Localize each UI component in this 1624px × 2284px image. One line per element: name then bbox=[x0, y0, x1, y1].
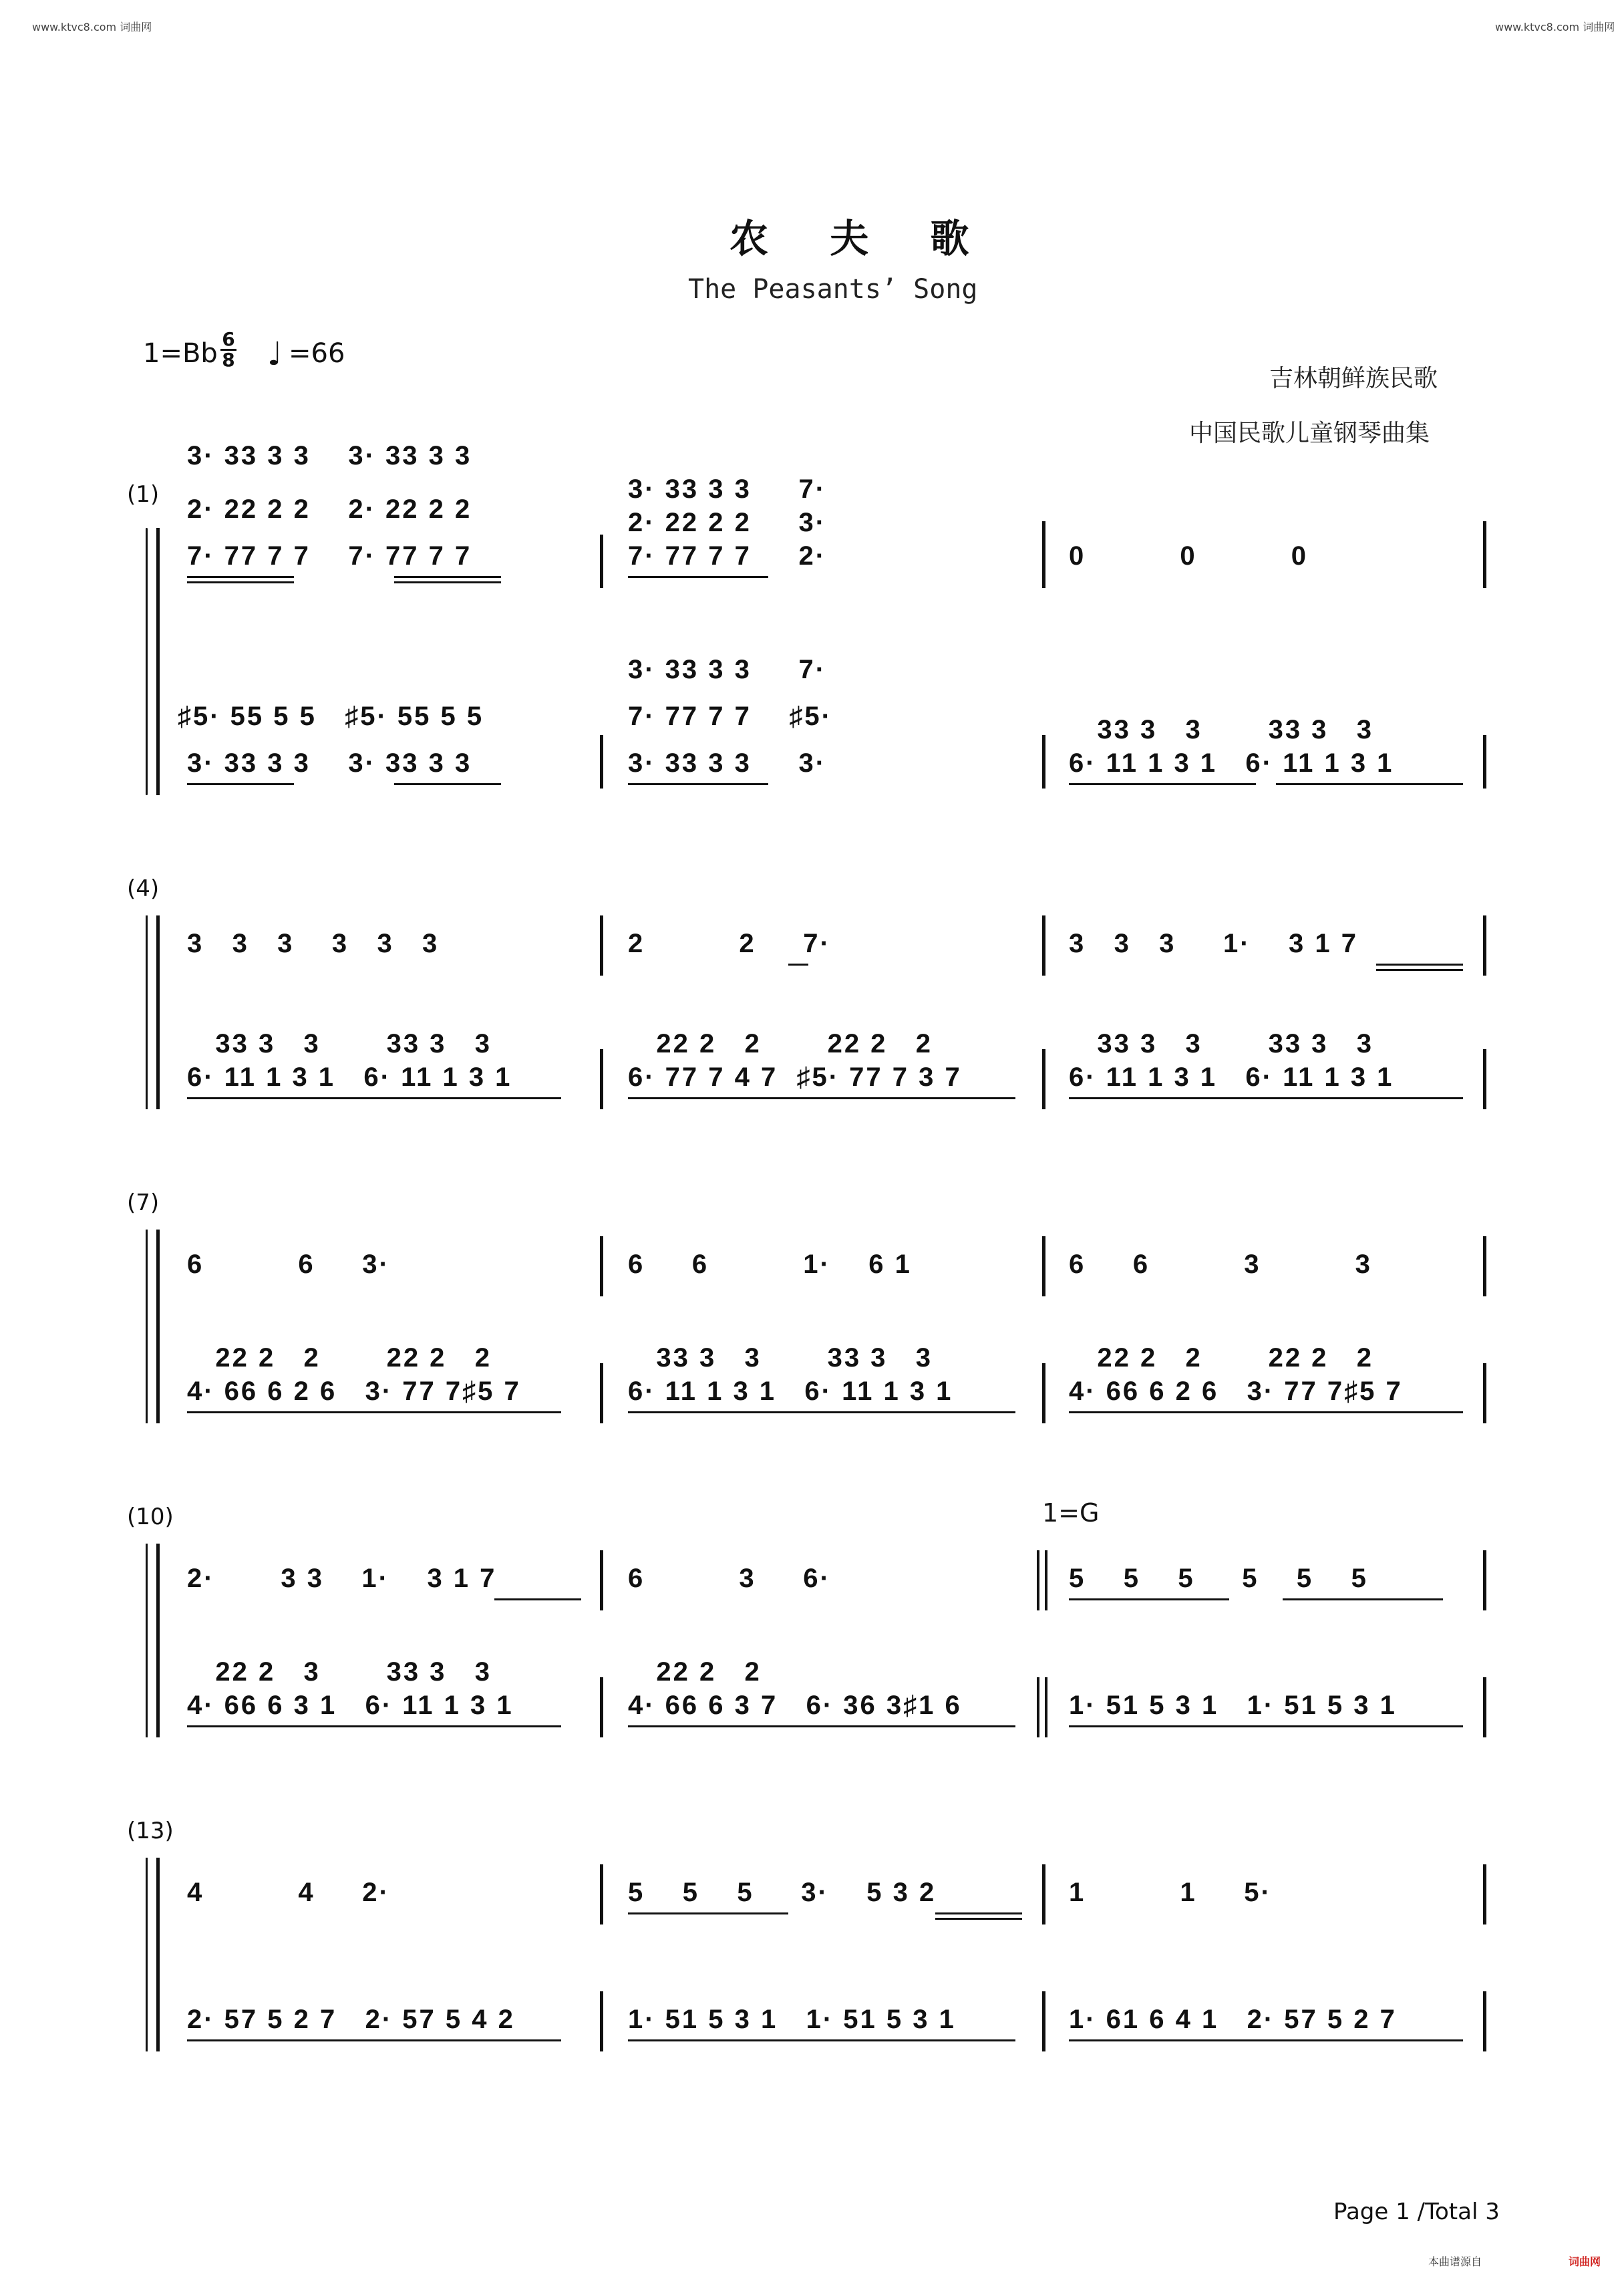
bot-m1-line-2: 4· 66 6 3 1 6· 11 1 3 1 bbox=[187, 1691, 514, 1720]
beam bbox=[394, 576, 501, 578]
top-m2-line-3: 7· 77 7 7 2· bbox=[628, 541, 827, 571]
measure-number: (13) bbox=[127, 1818, 174, 1844]
barline bbox=[1483, 1236, 1486, 1296]
bot-m3-line-1: 1· 61 6 4 1 2· 57 5 2 7 bbox=[1069, 2005, 1397, 2034]
barline bbox=[1042, 521, 1045, 588]
time-signature bbox=[220, 330, 236, 370]
beam bbox=[187, 1411, 561, 1413]
top-m2: 2 2 7· bbox=[628, 929, 831, 958]
barline bbox=[600, 1677, 603, 1737]
barline bbox=[600, 1550, 603, 1610]
beam bbox=[788, 964, 808, 966]
brace bbox=[146, 915, 148, 1109]
system-start-barline bbox=[156, 1230, 160, 1423]
beam bbox=[494, 1598, 581, 1600]
barline bbox=[1042, 1363, 1045, 1423]
tempo-note-icon: ♩ bbox=[267, 335, 283, 373]
beam bbox=[1069, 1725, 1463, 1727]
time-signature-top: 6 bbox=[222, 328, 235, 350]
top-m3: 3 3 3 1· 3 1 7 bbox=[1069, 929, 1358, 958]
tempo-marking: =66 bbox=[289, 338, 345, 369]
top-chord-line-3: 7· 77 7 7 7· 77 7 7 bbox=[187, 541, 472, 571]
system-start-barline bbox=[156, 915, 160, 1109]
top-m3-rests: 0 0 0 bbox=[1069, 541, 1309, 571]
beam bbox=[1276, 783, 1463, 785]
barline bbox=[1483, 1363, 1486, 1423]
barline bbox=[600, 735, 603, 789]
measure-number: (10) bbox=[127, 1504, 174, 1530]
system-start-barline bbox=[156, 1858, 160, 2051]
beam bbox=[1069, 1411, 1463, 1413]
beam bbox=[1069, 2039, 1463, 2041]
collection-credit: 中国民歌儿童钢琴曲集 bbox=[1189, 420, 1430, 447]
beam bbox=[187, 1725, 561, 1727]
barline bbox=[1483, 521, 1486, 588]
barline bbox=[600, 535, 603, 588]
header-site-right[interactable]: www.ktvc8.com 词曲网 bbox=[1495, 21, 1615, 33]
double-barline bbox=[1045, 1677, 1047, 1737]
double-barline bbox=[1037, 1677, 1039, 1737]
bot-m3-line-1: 33 3 3 33 3 3 bbox=[1069, 1029, 1374, 1058]
bot-m2-line-2: 7· 77 7 7 ♯5· bbox=[628, 702, 832, 731]
beam bbox=[935, 1912, 1022, 1914]
barline bbox=[600, 1991, 603, 2051]
system-1 bbox=[120, 428, 1496, 802]
bot-m3-line-1: 22 2 2 22 2 2 bbox=[1069, 1343, 1374, 1373]
footer-site-link[interactable]: 词曲网 bbox=[1569, 2255, 1601, 2268]
system-4 bbox=[120, 1497, 1496, 1764]
system-start-barline bbox=[156, 1544, 160, 1737]
top-m2: 5 5 5 3· 5 3 2 bbox=[628, 1878, 937, 1907]
bot-m1-line-1: 22 2 3 33 3 3 bbox=[187, 1657, 492, 1687]
bot-m2-line-1: 22 2 2 bbox=[628, 1657, 762, 1687]
system-5 bbox=[120, 1811, 1496, 2078]
bot-m2-line-1: 3· 33 3 3 7· bbox=[628, 655, 827, 684]
double-barline bbox=[1037, 1550, 1039, 1610]
bot-m2-line-1: 1· 51 5 3 1 1· 51 5 3 1 bbox=[628, 2005, 956, 2034]
top-m2-line-1: 3· 33 3 3 7· bbox=[628, 474, 827, 504]
barline bbox=[1042, 735, 1045, 789]
bot-m1-line-1: 2· 57 5 2 7 2· 57 5 4 2 bbox=[187, 2005, 515, 2034]
bot-m2-line-3: 3· 33 3 3 3· bbox=[628, 748, 827, 778]
song-title: 农 夫 歌 bbox=[729, 216, 993, 261]
top-chord-line-2: 2· 22 2 2 2· 22 2 2 bbox=[187, 494, 472, 524]
bot-m3-line-2: 6· 11 1 3 1 6· 11 1 3 1 bbox=[1069, 1062, 1394, 1092]
bot-m3-line-2: 4· 66 6 2 6 3· 77 7♯5 7 bbox=[1069, 1377, 1403, 1406]
beam bbox=[1376, 969, 1463, 971]
beam bbox=[628, 2039, 1015, 2041]
barline bbox=[1483, 1864, 1486, 1924]
top-m1: 2· 3 3 1· 3 1 7 bbox=[187, 1564, 497, 1593]
origin-credit: 吉林朝鲜族民歌 bbox=[1269, 365, 1438, 392]
beam bbox=[628, 1411, 1015, 1413]
bot-m1-line-2: 4· 66 6 2 6 3· 77 7♯5 7 bbox=[187, 1377, 521, 1406]
bot-m1-line-1: 33 3 3 33 3 3 bbox=[187, 1029, 492, 1058]
brace bbox=[146, 528, 148, 795]
top-m3: 5 5 5 5 5 5 bbox=[1069, 1564, 1368, 1593]
system-3 bbox=[120, 1183, 1496, 1450]
barline bbox=[1042, 1049, 1045, 1109]
bot-m2-line-1: 33 3 3 33 3 3 bbox=[628, 1343, 933, 1373]
top-m3: 6 6 3 3 bbox=[1069, 1250, 1372, 1279]
barline bbox=[600, 1236, 603, 1296]
barline bbox=[600, 1049, 603, 1109]
bot-m1-line-1: 22 2 2 22 2 2 bbox=[187, 1343, 492, 1373]
brace bbox=[146, 1858, 148, 2051]
top-m1: 4 4 2· bbox=[187, 1878, 390, 1907]
barline bbox=[1483, 1677, 1486, 1737]
top-m3: 1 1 5· bbox=[1069, 1878, 1272, 1907]
brace bbox=[146, 1230, 148, 1423]
top-m2: 6 6 1· 6 1 bbox=[628, 1250, 912, 1279]
barline bbox=[1483, 1049, 1486, 1109]
bot-m1-line-2: 6· 11 1 3 1 6· 11 1 3 1 bbox=[187, 1062, 512, 1092]
beam bbox=[628, 1912, 788, 1914]
beam bbox=[187, 1097, 561, 1099]
bot-m2-line-2: 6· 11 1 3 1 6· 11 1 3 1 bbox=[628, 1377, 953, 1406]
bot-m2-line-2: 6· 77 7 4 7 ♯5· 77 7 3 7 bbox=[628, 1062, 962, 1092]
barline bbox=[1042, 1236, 1045, 1296]
beam bbox=[1069, 783, 1256, 785]
barline bbox=[1483, 1991, 1486, 2051]
bot-m3-line-1: 33 3 3 33 3 3 bbox=[1069, 715, 1374, 744]
double-barline bbox=[1045, 1550, 1047, 1610]
beam bbox=[394, 783, 501, 785]
song-subtitle: The Peasants’ Song bbox=[688, 274, 978, 305]
measure-number: (1) bbox=[127, 481, 160, 508]
barline bbox=[1483, 1550, 1486, 1610]
beam bbox=[1069, 1097, 1463, 1099]
barline bbox=[600, 915, 603, 976]
measure-number: (4) bbox=[127, 875, 160, 902]
system-start-barline bbox=[156, 528, 160, 795]
bot-m3-line-2: 6· 11 1 3 1 6· 11 1 3 1 bbox=[1069, 748, 1394, 778]
left-watermark-strip bbox=[0, 0, 24, 2284]
top-m1: 6 6 3· bbox=[187, 1250, 390, 1279]
barline bbox=[600, 1864, 603, 1924]
barline bbox=[600, 1363, 603, 1423]
beam bbox=[1376, 964, 1463, 966]
bot-m2-line-1: 22 2 2 22 2 2 bbox=[628, 1029, 933, 1058]
time-signature-bottom: 8 bbox=[220, 349, 236, 370]
header-site-left[interactable]: www.ktvc8.com 词曲网 bbox=[32, 21, 152, 33]
right-watermark-strip bbox=[1600, 0, 1624, 2284]
brace bbox=[146, 1544, 148, 1737]
barline bbox=[1483, 735, 1486, 789]
measure-number: (7) bbox=[127, 1189, 160, 1216]
system-2 bbox=[120, 869, 1496, 1136]
barline bbox=[1483, 915, 1486, 976]
beam bbox=[1283, 1598, 1443, 1600]
beam bbox=[187, 576, 294, 578]
barline bbox=[1042, 1991, 1045, 2051]
barline bbox=[1042, 915, 1045, 976]
beam bbox=[187, 2039, 561, 2041]
barline bbox=[1042, 1864, 1045, 1924]
bot-m3-line-1: 1· 51 5 3 1 1· 51 5 3 1 bbox=[1069, 1691, 1397, 1720]
beam bbox=[935, 1918, 1022, 1920]
beam bbox=[187, 581, 294, 583]
key-signature: 1=Bb bbox=[143, 338, 218, 369]
top-m1: 3 3 3 3 3 3 bbox=[187, 929, 440, 958]
beam bbox=[628, 783, 768, 785]
top-chord-line-1: 3· 33 3 3 3· 33 3 3 bbox=[187, 441, 472, 470]
top-m2-line-2: 2· 22 2 2 3· bbox=[628, 508, 827, 537]
bot-m2-line-2: 4· 66 6 3 7 6· 36 3♯1 6 bbox=[628, 1691, 962, 1720]
beam bbox=[1069, 1598, 1229, 1600]
bot-m1-line-1: ♯5· 55 5 5 ♯5· 55 5 5 bbox=[178, 702, 484, 731]
beam bbox=[187, 783, 294, 785]
beam bbox=[394, 581, 501, 583]
bot-m1-line-2: 3· 33 3 3 3· 33 3 3 bbox=[187, 748, 472, 778]
top-m2: 6 3 6· bbox=[628, 1564, 831, 1593]
page-indicator: Page 1 /Total 3 bbox=[1333, 2198, 1500, 2225]
key-change: 1=G bbox=[1042, 1498, 1100, 1528]
footer-source-label: 本曲谱源自 bbox=[1428, 2255, 1482, 2268]
beam bbox=[628, 1097, 1015, 1099]
beam bbox=[628, 576, 768, 578]
beam bbox=[628, 1725, 1015, 1727]
